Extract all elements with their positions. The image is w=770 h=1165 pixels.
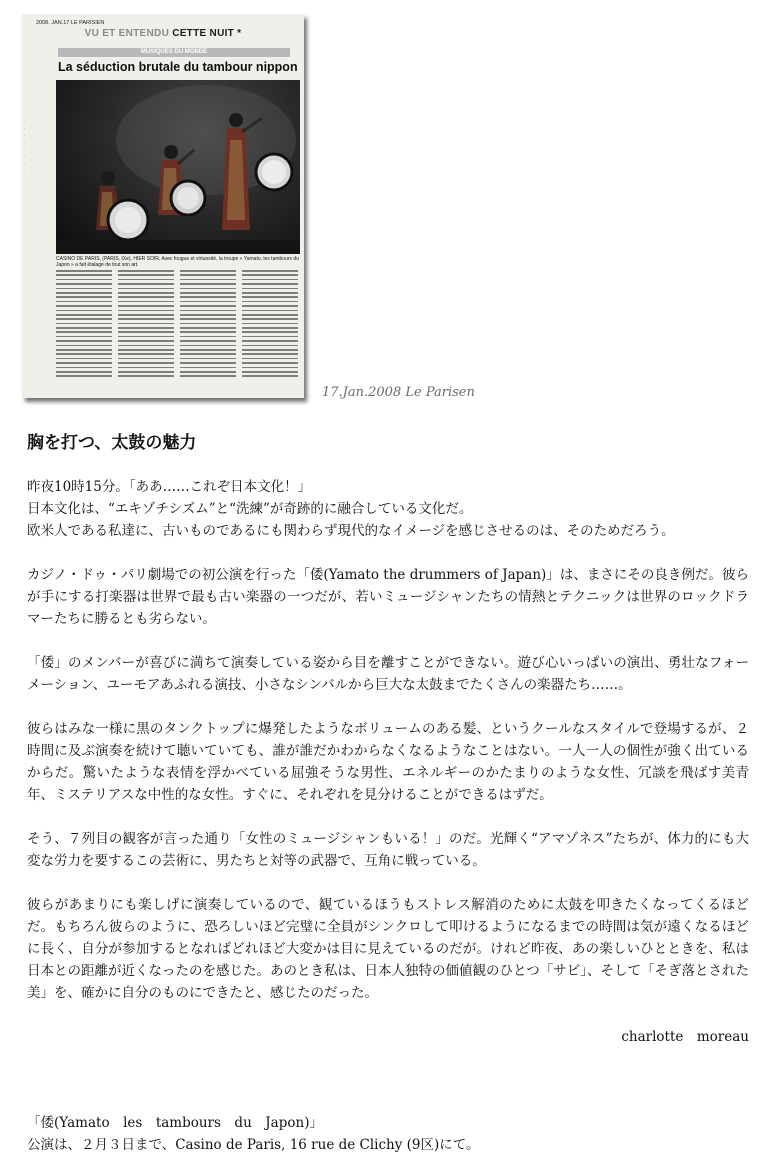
article-heading: 胸を打つ、太鼓の魅力 <box>27 433 197 453</box>
article-paragraph: そう、７列目の観客が言った通り「女性のミュージシャンもいる！」のだ。光輝く“アマゾネス”たちが、体力的にも大変な労力を要するこの芸術に、男たちと対等の武器で、互角に戦っている。 <box>27 831 749 869</box>
clipping-date: 2008. JAN.17 LE PARISIEN <box>36 20 105 26</box>
clipping-section-prefix: VU ET ENTENDU <box>84 28 170 39</box>
clipping-header <box>22 14 304 42</box>
clipping-column <box>56 270 112 386</box>
performance-info <box>27 1112 749 1156</box>
article-paragraph: カジノ・ドゥ・パリ劇場での初公演を行った「倭(Yamato the drummers of Japan)」は、まさにその良き例だ。彼らが手にする打楽器は世界で最も古い楽器の一つだが、若いミュージシャンたちの情熱とテクニックは世界のロックドラマーたちに勝るとも劣らない。 <box>27 567 749 627</box>
drummers-photo <box>56 80 300 254</box>
article-author: charlotte moreau <box>621 1029 749 1045</box>
article-paragraph: 昨夜10時15分。「ああ……これぞ日本文化！」 日本文化は、“エキゾチシズム”と“洗練”が奇跡的に融合している文化だ。 欧米人である私達に、古いものであるにも関わらず現代的なイメージを感じさせるのは、そのためだろう。 <box>27 479 675 539</box>
clipping-column <box>242 270 298 386</box>
newspaper-clipping <box>22 14 304 398</box>
clipping-title: La séduction brutale du tambour nippon <box>58 60 298 74</box>
clipping-section <box>22 28 304 39</box>
clipping-column <box>180 270 236 386</box>
clipping-column <box>118 270 174 386</box>
article-paragraph: 「倭」のメンバーが喜びに満ちて演奏している姿から目を離すことができない。遊び心いっぱいの演出、勇壮なフォーメーション、ユーモアあふれる演技、小さなシンバルから巨大な太鼓までたくさんの楽器たち……。 <box>27 655 749 693</box>
article-paragraph: 彼らはみな一様に黒のタンクトップに爆発したようなボリュームのある髪、というクールなスタイルで登場するが、２時間に及ぶ演奏を続けて聴いていても、誰が誰だかわからなくなるようなことはない。一人一人の個性が強く出ているからだ。驚いたような表情を浮かべている屈強そうな男性、エネルギーのかたまりのような女性、冗談を飛ばす美青年、ミステリアスな中性的な女性。すぐに、それぞれを見分けることができるはずだ。 <box>27 721 749 803</box>
drummer-figure <box>96 171 148 240</box>
clipping-text-columns <box>56 270 300 386</box>
article-paragraph: 彼らがあまりにも楽しげに演奏しているので、観ているほうもストレス解消のために太鼓を叩きたくなってくるほどだ。もちろん彼らのように、恐ろしいほど完璧に全員がシンクロして叩けるようになるまでの時間は気が遠くなるほどに長く、自分が参加するとなればどれほど大変かは目に見えているのだが。けれど昨夜、あの楽しいひとときを、私は日本との距離が近くなったのを感じた。あのとき私は、日本人独特の価値観のひとつ「サビ」、そして「そぎ落とされた美」を、確かに自分のものにできたと、感じたのだった。 <box>27 897 749 1001</box>
performance-title: 「倭(Yamato les tambours du Japon)」 <box>27 1115 323 1131</box>
clipping-dateline: 17.Jan.2008 Le Parisen <box>322 385 475 400</box>
photo-caption: CASINO DE PARIS, (PARIS, IXe), HIER SOIR. Avec fougue et virtuosité, la troupe « Yamato, les tambours du Japon » a fait étalage de tout son art. <box>56 256 299 268</box>
clipping-margin-fragments: · · · · · · · · <box>24 119 26 173</box>
article-body <box>27 476 749 1048</box>
clipping-section-suffix: CETTE NUIT * <box>172 28 242 39</box>
clipping-rubric: MUSIQUES DU MONDE <box>58 48 290 57</box>
drummers-illustration <box>56 80 300 254</box>
performance-venue: 公演は、２月３日まで、Casino de Paris, 16 rue de Clichy (9区)にて。 <box>27 1137 480 1153</box>
